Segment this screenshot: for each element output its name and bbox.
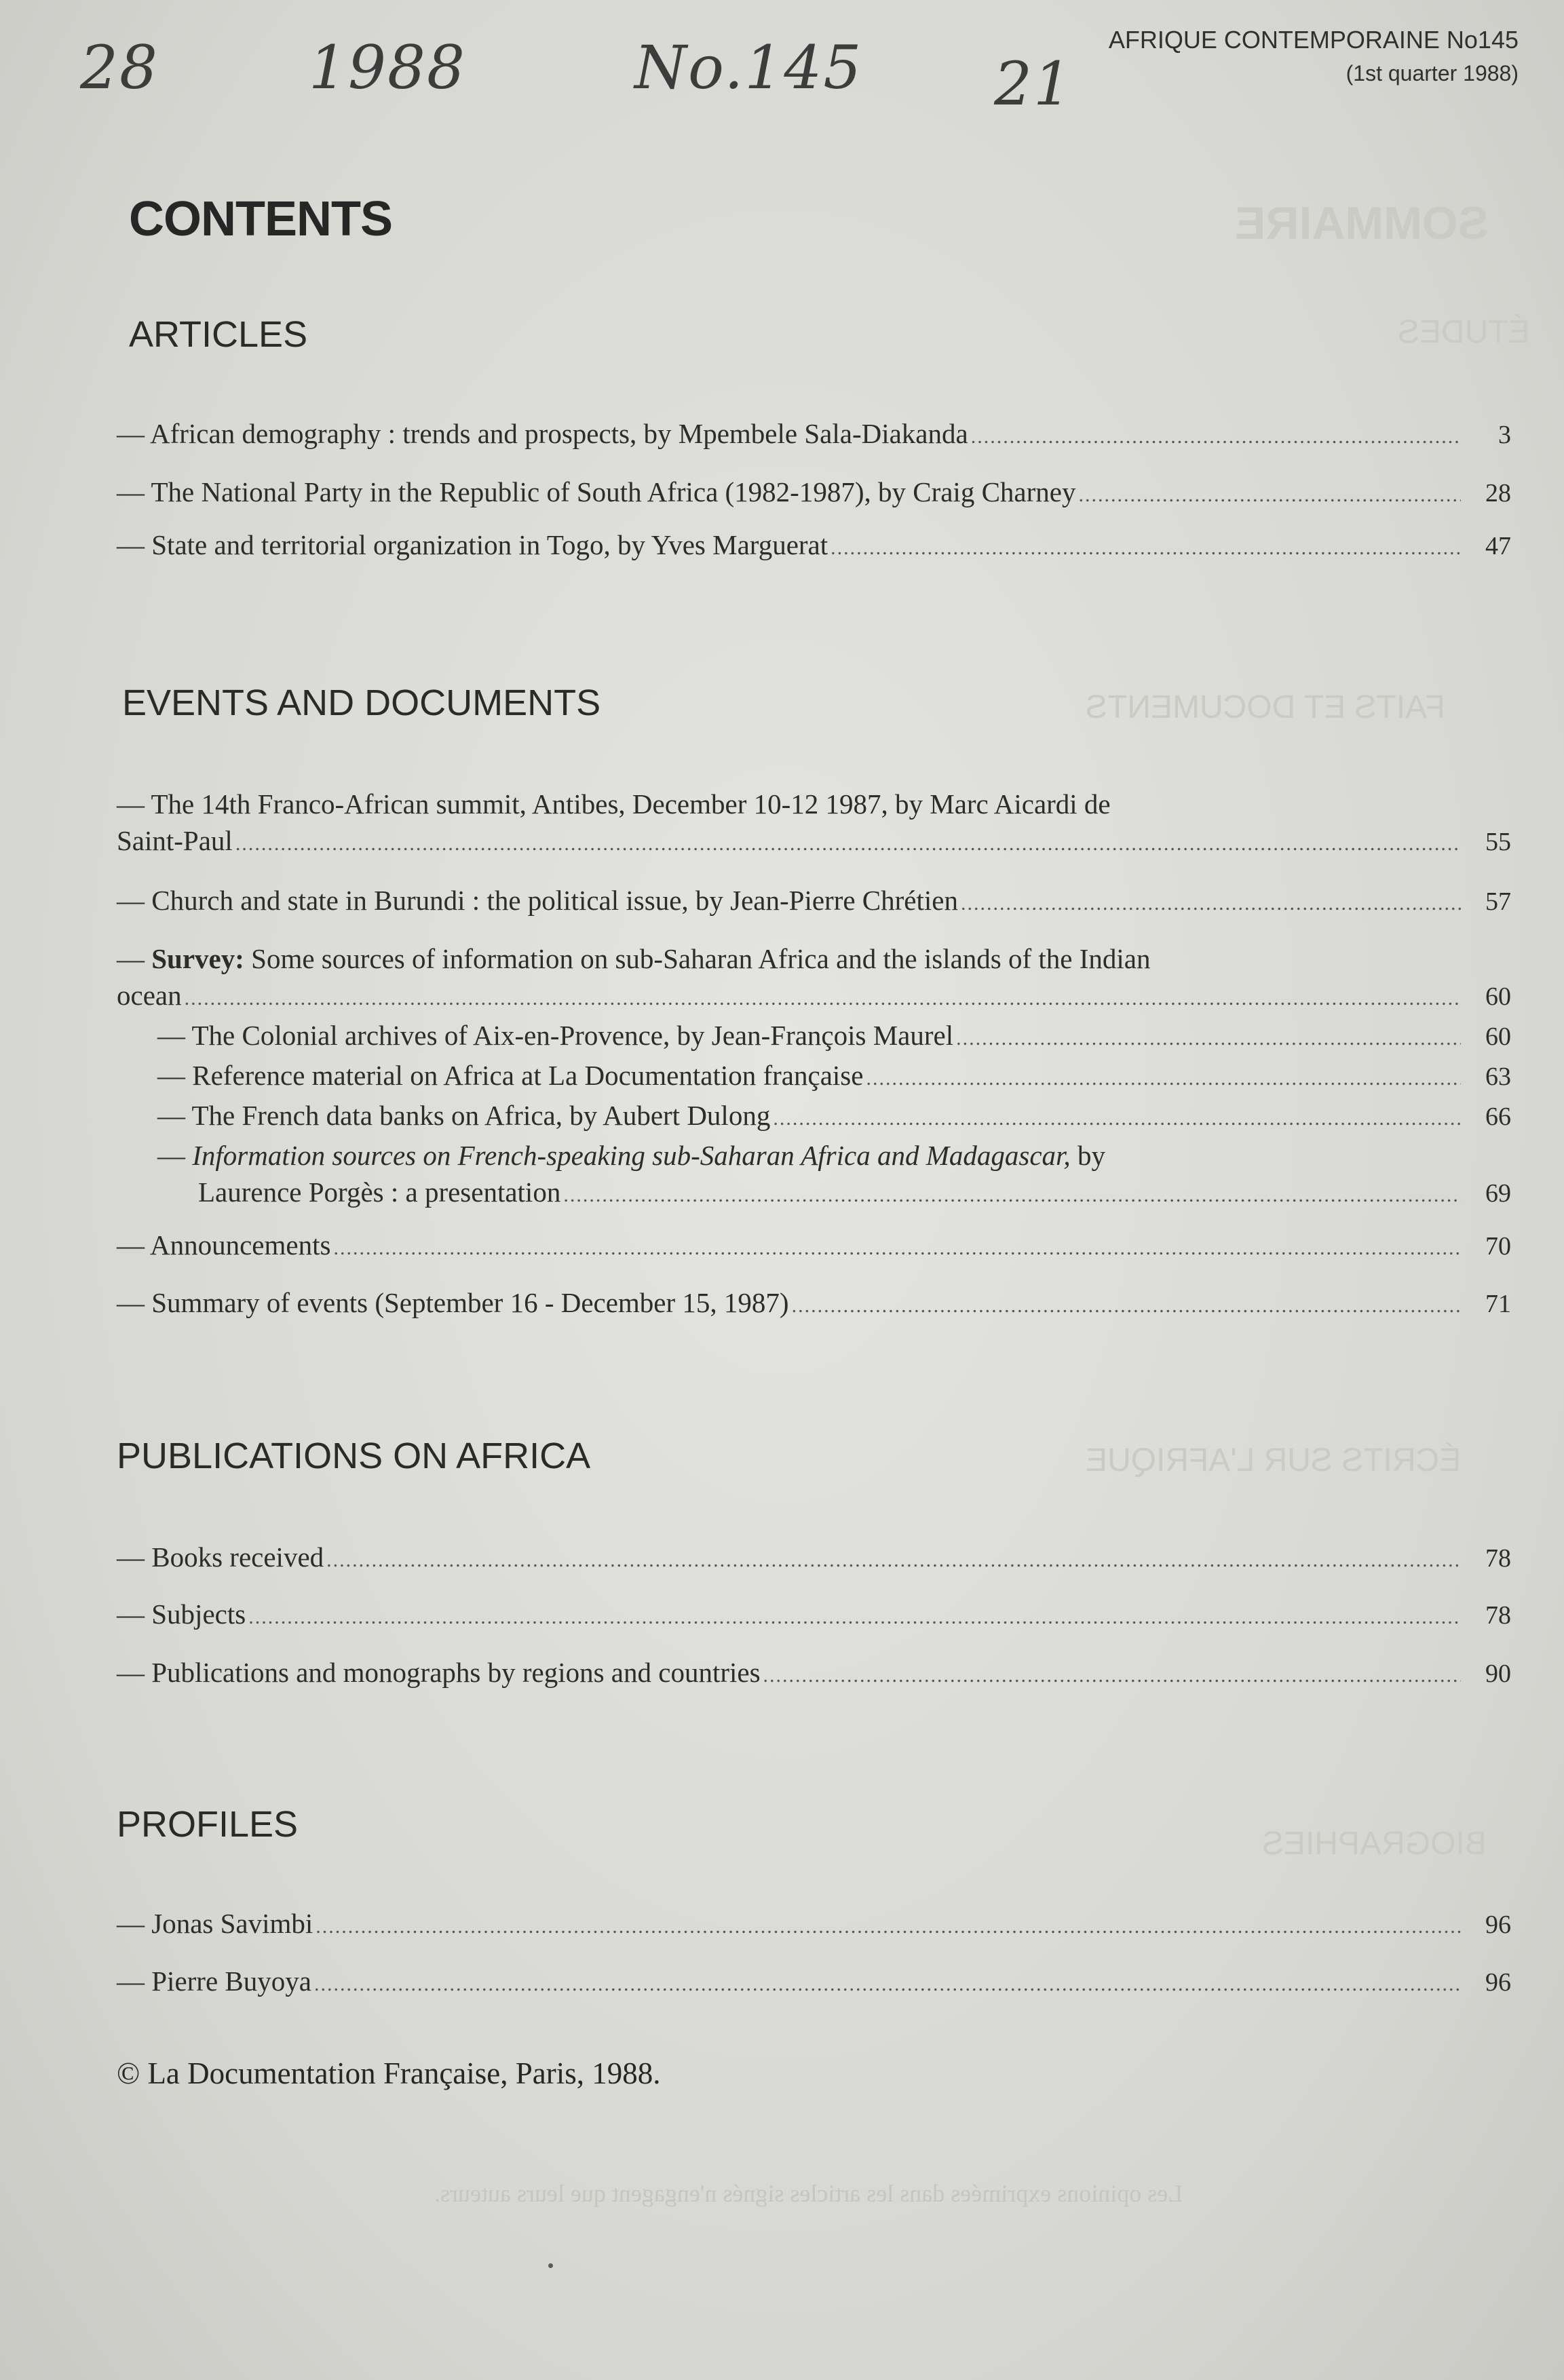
leader-dots [971, 419, 1461, 455]
toc-entry-title: — State and territorial organization in Togo, by Yves Marguerat [117, 529, 828, 560]
toc-subentry-title: — The Colonial archives of Aix-en-Provence, by Jean-François Maurel [157, 1020, 954, 1051]
toc-entry [117, 1963, 1511, 2003]
page-number: 96 [1485, 1968, 1511, 1997]
toc-entry-title: — The 14th Franco-African summit, Antibes, December 10-12 1987, by Marc Aicardi de [117, 788, 1111, 820]
page-number: 3 [1498, 421, 1511, 449]
toc-entry-title: — African demography : trends and prospects, by Mpembele Sala-Diakanda [117, 418, 968, 449]
leader-dots [235, 826, 1461, 862]
toc-entry [117, 1284, 1511, 1324]
page-number: 60 [1485, 1022, 1511, 1051]
toc-entry-title: — Publications and monographs by regions and countries [117, 1657, 761, 1688]
page-number: 96 [1485, 1911, 1511, 1939]
toc-subentry-title: — The French data banks on Africa, by Aubert Dulong [157, 1100, 771, 1131]
handwritten-page-count: 21 [994, 49, 1073, 119]
handwritten-issue-number: No.145 [634, 33, 863, 102]
copyright-notice: © La Documentation Française, Paris, 1988. [117, 2056, 661, 2090]
leader-dots [956, 1020, 1461, 1057]
leader-dots [333, 1230, 1461, 1267]
page-number: 47 [1485, 532, 1511, 560]
toc-subentry-title-continued: Laurence Porgès : a presentation [198, 1176, 561, 1208]
toc-entry [117, 786, 1511, 862]
toc-entry-title: — Subjects [117, 1598, 246, 1630]
leader-dots [316, 1908, 1461, 1945]
page-number: 55 [1485, 828, 1511, 856]
leader-dots [961, 885, 1461, 922]
page-number: 90 [1485, 1659, 1511, 1688]
page-number: 78 [1485, 1544, 1511, 1573]
issue-date: (1st quarter 1988) [1346, 61, 1519, 85]
toc-entry [117, 1654, 1511, 1694]
toc-entry-title: — The National Party in the Republic of South Africa (1982-1987), by Craig Charney [117, 476, 1076, 507]
toc-entry [117, 1227, 1511, 1267]
toc-entry-title: — Church and state in Burundi : the political issue, by Jean-Pierre Chrétien [117, 885, 958, 916]
page-number: 69 [1485, 1179, 1511, 1208]
toc-entry [117, 1905, 1511, 1945]
bleed-through-heading: FAITS ET DOCUMENTS [1086, 689, 1445, 725]
print-speck [548, 2263, 553, 2268]
section-heading-profiles: PROFILES [117, 1804, 299, 1845]
leader-dots [773, 1100, 1461, 1137]
toc-entry-title: — Pierre Buyoya [117, 1965, 311, 1997]
bleed-through-heading: SOMMAIRE [1235, 197, 1489, 249]
toc-entry-title: — Summary of events (September 16 - December 15, 1987) [117, 1287, 789, 1318]
handwritten-year: 1988 [309, 33, 466, 102]
toc-entry [117, 882, 1511, 922]
page-number: 78 [1485, 1601, 1511, 1630]
survey-title: Some sources of information on sub-Saharan Africa and the islands of the Indian [251, 943, 1151, 974]
leader-dots [326, 1542, 1461, 1579]
page-number: 63 [1485, 1062, 1511, 1091]
toc-subentry-title: — Information sources on French-speaking sub-Saharan Africa and Madagascar, by [157, 1140, 1105, 1171]
toc-entry-title: — Books received [117, 1541, 324, 1573]
bleed-through-heading: ÉTUDES [1398, 314, 1530, 350]
toc-entry [117, 526, 1511, 567]
leader-dots [763, 1657, 1461, 1694]
toc-entry-title-continued: ocean [117, 980, 182, 1011]
section-heading-articles: ARTICLES [129, 314, 308, 355]
toc-subentry-title: — Reference material on Africa at La Documentation française [157, 1060, 864, 1091]
leader-dots [314, 1966, 1461, 2003]
handwritten-number: 28 [80, 33, 159, 102]
page-number: 57 [1485, 887, 1511, 916]
leader-dots [831, 530, 1461, 567]
leader-dots [866, 1060, 1461, 1097]
page-number: 28 [1485, 479, 1511, 507]
survey-label: Survey: [151, 943, 244, 974]
toc-entry [117, 415, 1511, 455]
bleed-through-heading: BIOGRAPHIES [1262, 1826, 1487, 1862]
page-number: 71 [1485, 1290, 1511, 1318]
journal-name: AFRIQUE CONTEMPORAINE No145 [1108, 26, 1519, 54]
page-number: 66 [1485, 1102, 1511, 1131]
toc-entry-survey [117, 940, 1511, 1214]
toc-entry [117, 1596, 1511, 1636]
leader-dots [248, 1599, 1461, 1636]
bleed-through-heading: ÉCRITS SUR L'AFRIQUE [1086, 1442, 1462, 1478]
info-sources-by: by [1077, 1140, 1105, 1171]
toc-entry-title: — Announcements [117, 1229, 331, 1261]
page-title: CONTENTS [129, 192, 392, 246]
toc-entry-title: — Survey: Some sources of information on sub-Saharan Africa and the islands of the Indian [117, 943, 1151, 974]
leader-dots [185, 980, 1461, 1017]
page-number: 70 [1485, 1232, 1511, 1261]
page-number: 60 [1485, 982, 1511, 1011]
leader-dots [1078, 477, 1461, 514]
leader-dots [792, 1288, 1461, 1324]
section-heading-events: EVENTS AND DOCUMENTS [122, 683, 601, 723]
bleed-through-disclaimer: Les opinions exprimées dans les articles signés n'engagent que leurs auteurs. [434, 2180, 1183, 2207]
toc-entry-title-continued: Saint-Paul [117, 825, 233, 856]
leader-dots [563, 1177, 1461, 1214]
toc-entry [117, 474, 1511, 514]
info-sources-title: Information sources on French-speaking sub-Saharan Africa and Madagascar, [192, 1140, 1071, 1171]
section-heading-publications: PUBLICATIONS ON AFRICA [117, 1436, 591, 1476]
toc-entry-title: — Jonas Savimbi [117, 1908, 313, 1939]
toc-entry [117, 1539, 1511, 1579]
